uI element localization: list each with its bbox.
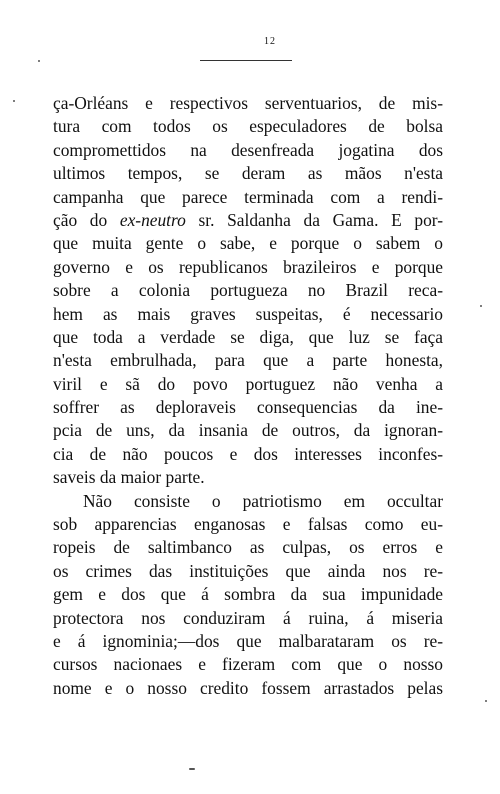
text-segment: sr. Saldanha da Gama. E por- bbox=[185, 209, 443, 230]
page-header bbox=[0, 31, 500, 49]
paper-speck bbox=[13, 100, 15, 102]
paper-speck bbox=[38, 60, 40, 62]
text-line: ultimos tempos, se deram as mãos n'esta bbox=[53, 163, 443, 184]
text-line: saveis da maior parte. bbox=[53, 467, 205, 488]
text-line: campanha que parece terminada com a rendi- bbox=[53, 186, 443, 207]
paper-speck bbox=[189, 768, 195, 770]
text-line: n'esta embrulhada, para que a parte honesta, bbox=[53, 350, 443, 371]
italic-term: ex-neutro bbox=[119, 209, 186, 230]
text-line: governo e os republicanos brazileiros e porque bbox=[53, 256, 443, 277]
text-line: cia de não poucos e dos interesses inconfes- bbox=[53, 443, 443, 464]
text-line: e á ignominia;—dos que malbarataram os re- bbox=[53, 630, 443, 651]
text-line: hem as mais graves suspeitas, é necessario bbox=[53, 303, 443, 324]
paragraph-2 bbox=[53, 490, 443, 701]
paper-speck bbox=[480, 305, 482, 307]
text-line: cursos nacionaes e fizeram com que o nosso bbox=[53, 654, 443, 675]
text-line: nome e o nosso credito fossem arrastados pelas bbox=[53, 677, 443, 698]
text-line: viril e sã do povo portuguez não venha a bbox=[53, 373, 443, 394]
page-number: 12 bbox=[264, 36, 276, 47]
paper-speck bbox=[485, 700, 487, 702]
text-line: Não consiste o patriotismo em occultar bbox=[83, 490, 443, 511]
text-line: protectora nos conduziram á ruina, á miseria bbox=[53, 607, 443, 628]
text-line: tura com todos os especuladores de bolsa bbox=[53, 116, 443, 137]
text-line: sobre a colonia portugueza no Brazil reca- bbox=[53, 280, 443, 301]
text-segment: ção do bbox=[53, 209, 120, 230]
paragraph-1 bbox=[53, 92, 443, 490]
text-line: compromettidos na desenfreada jogatina dos bbox=[53, 139, 443, 160]
text-line: que toda a verdade se diga, que luz se faça bbox=[53, 326, 443, 347]
text-line: ça-Orléans e respectivos serventuarios, de mis- bbox=[53, 93, 443, 113]
header-rule bbox=[200, 60, 292, 61]
text-line bbox=[53, 209, 443, 232]
text-line: gem e dos que á sombra da sua impunidade bbox=[53, 584, 443, 605]
text-line: sob apparencias enganosas e falsas como eu- bbox=[53, 514, 443, 535]
text-line: pcia de uns, da insania de outros, da ignoran- bbox=[53, 420, 443, 441]
text-line: que muita gente o sabe, e porque o sabem o bbox=[53, 233, 443, 254]
text-line: ropeis de saltimbanco as culpas, os erros e bbox=[53, 537, 443, 558]
text-line: os crimes das instituições que ainda nos re- bbox=[53, 560, 443, 581]
text-line: soffrer as deploraveis consequencias da ine- bbox=[53, 397, 443, 418]
body-text bbox=[53, 92, 443, 700]
